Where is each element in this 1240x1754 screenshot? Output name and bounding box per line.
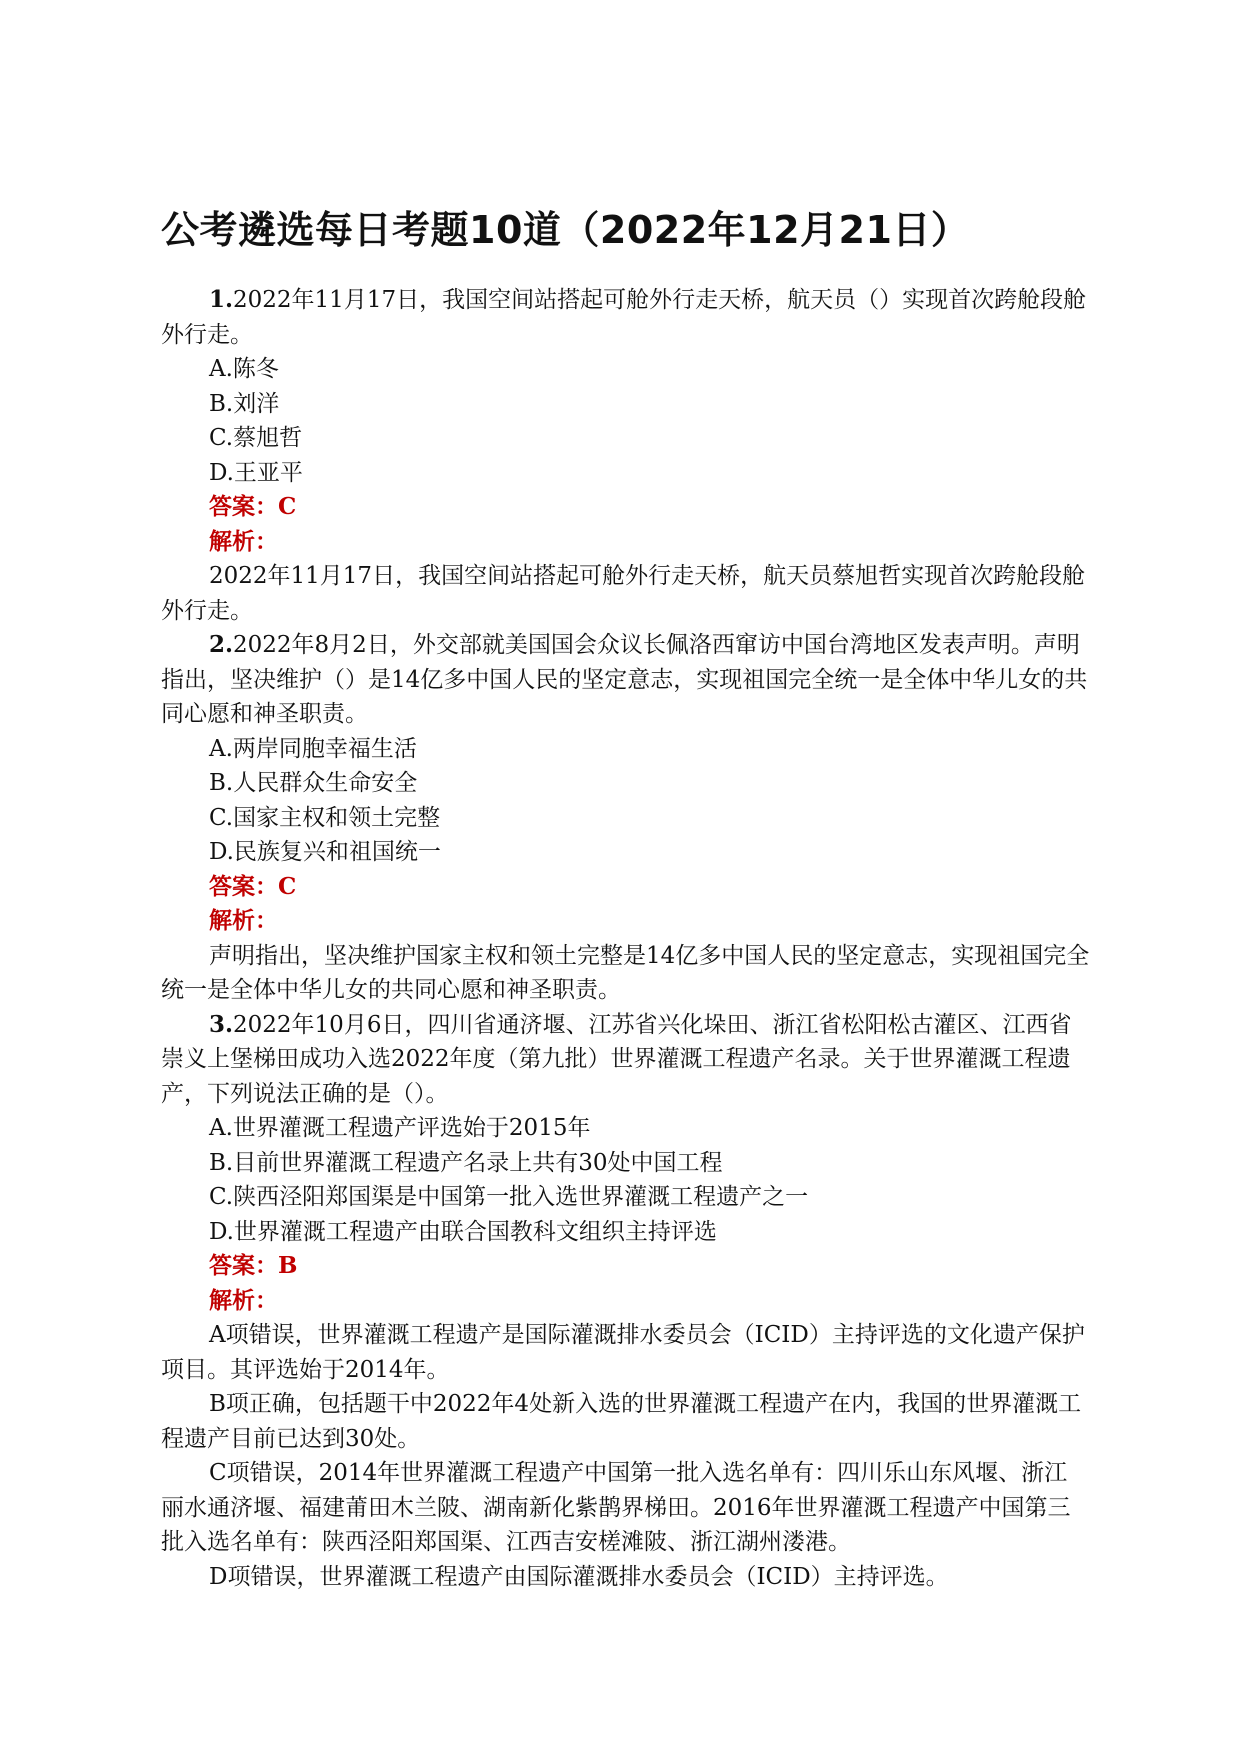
question-number: 2. [209,631,234,658]
option-d: D.王亚平 [209,459,303,486]
option-b: B.目前世界灌溉工程遗产名录上共有30处中国工程 [209,1149,723,1176]
option-b: B.人民群众生命安全 [209,770,418,796]
analysis-paragraph: B项正确，包括题干中2022年4处新入选的世界灌溉工程遗产在内，我国的世界灌溉工程遗产目前已达到30处。 [161,1391,1082,1452]
option-d: D.民族复兴和祖国统一 [209,839,441,865]
option-a: A.陈冬 [209,356,279,382]
question-1 [161,283,1090,628]
question-number: 3. [209,1010,234,1038]
question-text: 2022年8月2日，外交部就美国国会众议长佩洛西窜访中国台湾地区发表声明。声明指出，坚决维护（）是14亿多中国人民的坚定意志，实现祖国完全统一是全体中华儿女的共同心愿和神圣职责。 [161,632,1088,727]
question-stem [161,1008,1090,1112]
answer-label: 答案：C [209,872,297,900]
option-c: C.蔡旭哲 [209,425,303,451]
question-text: 2022年11月17日，我国空间站搭起可舱外行走天桥，航天员（）实现首次跨舱段舱外行走。 [161,287,1087,348]
answer-label: 答案：B [209,1252,298,1279]
option-d: D.世界灌溉工程遗产由联合国教科文组织主持评选 [209,1218,717,1245]
question-2 [161,628,1090,1008]
page-title: 公考遴选每日考题10道（2022年12月21日） [161,208,970,252]
option-a: A.两岸同胞幸福生活 [209,735,417,762]
question-text: 2022年10月6日，四川省通济堰、江苏省兴化垛田、浙江省松阳松古灌区、江西省崇义上堡梯田成功入选2022年度（第九批）世界灌溉工程遗产名录。关于世界灌溉工程遗产，下列说法正确的是（）。 [161,1011,1072,1107]
answer-label: 答案：C [209,493,297,520]
analysis-paragraph: A项错误，世界灌溉工程遗产是国际灌溉排水委员会（ICID）主持评选的文化遗产保护项目。其评选始于2014年。 [161,1322,1085,1383]
analysis-paragraph: 2022年11月17日，我国空间站搭起可舱外行走天桥，航天员蔡旭哲实现首次跨舱段舱外行走。 [161,563,1086,624]
question-number: 1. [209,286,234,313]
analysis-label: 解析： [209,907,278,934]
analysis-label: 解析： [209,527,278,555]
analysis-paragraph: D项错误，世界灌溉工程遗产由国际灌溉排水委员会（ICID）主持评选。 [209,1563,949,1590]
option-a: A.世界灌溉工程遗产评选始于2015年 [209,1115,591,1141]
question-3 [161,1008,1090,1595]
option-c: C.国家主权和领土完整 [209,804,441,831]
option-c: C.陕西泾阳郑国渠是中国第一批入选世界灌溉工程遗产之一 [209,1184,809,1210]
analysis-paragraph: C项错误，2014年世界灌溉工程遗产中国第一批入选名单有：四川乐山东风堰、浙江丽水通济堰、福建莆田木兰陂、湖南新化紫鹊界梯田。2016年世界灌溉工程遗产中国第三批入选名单有：陕西泾阳郑国渠、江西吉安槎滩陂、浙江湖州溇港。 [161,1460,1071,1555]
question-stem [161,283,1090,352]
question-stem [161,628,1090,732]
analysis-label: 解析： [209,1286,278,1314]
analysis-paragraph: 声明指出，坚决维护国家主权和领土完整是14亿多中国人民的坚定意志，实现祖国完全统一是全体中华儿女的共同心愿和神圣职责。 [161,942,1090,1003]
option-b: B.刘洋 [209,390,280,417]
